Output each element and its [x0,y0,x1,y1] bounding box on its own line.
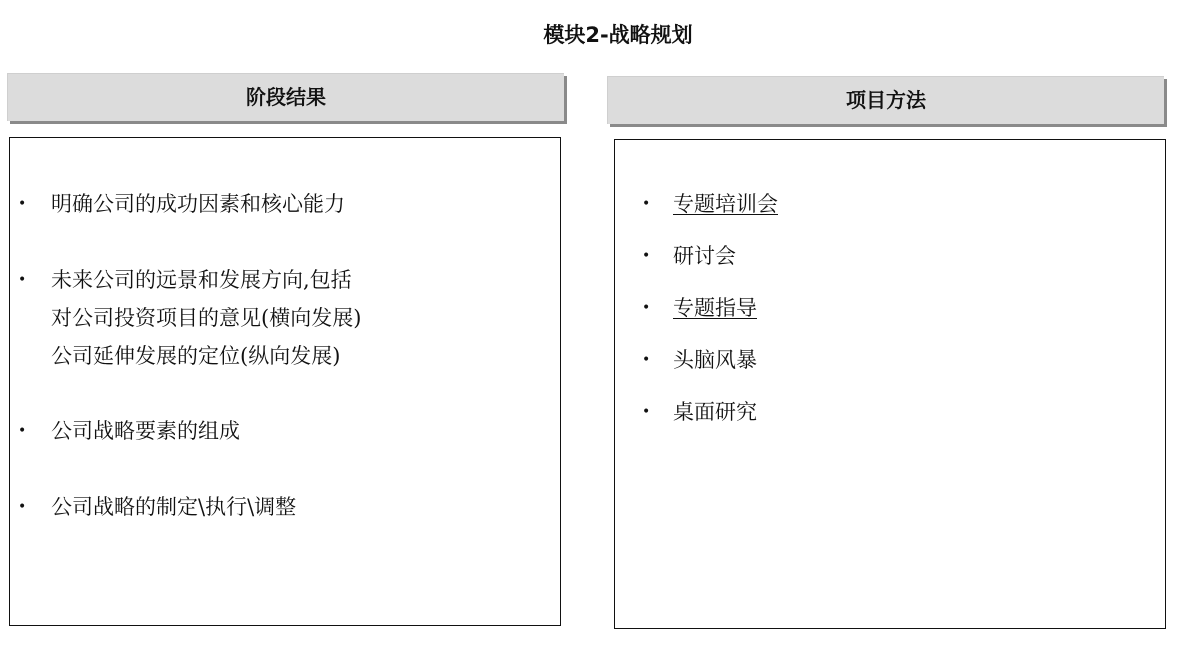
method-text-brainstorm: 头脑风暴 [673,348,757,372]
method-text-seminar: 研讨会 [673,244,736,268]
bullet-icon: • [18,423,27,439]
bullet-icon: • [18,272,27,288]
bullet-icon: • [18,499,27,515]
method-link-training[interactable]: 专题培训会 [673,192,778,216]
stage-results-header: 阶段结果 [7,73,564,121]
stage-results-panel [9,137,561,626]
bullet-icon: • [642,248,651,264]
bullet-icon: • [642,300,651,316]
stage-result-text: 明确公司的成功因素和核心能力 [51,192,345,216]
bullet-icon: • [642,196,651,212]
method-text-desk-research: 桌面研究 [673,400,757,424]
project-methods-header: 项目方法 [607,76,1164,124]
bullet-icon: • [642,352,651,368]
stage-result-text: 公司战略要素的组成 [51,419,240,443]
bullet-icon: • [18,196,27,212]
method-link-guidance[interactable]: 专题指导 [673,296,757,320]
project-methods-panel [614,139,1166,629]
page-title: 模块2-战略规划 [543,23,693,47]
stage-result-text: 未来公司的远景和发展方向,包括 对公司投资项目的意见(横向发展) 公司延伸发展的定位(纵向发展) [51,268,362,368]
stage-result-text: 公司战略的制定\执行\调整 [51,495,297,519]
bullet-icon: • [642,404,651,420]
